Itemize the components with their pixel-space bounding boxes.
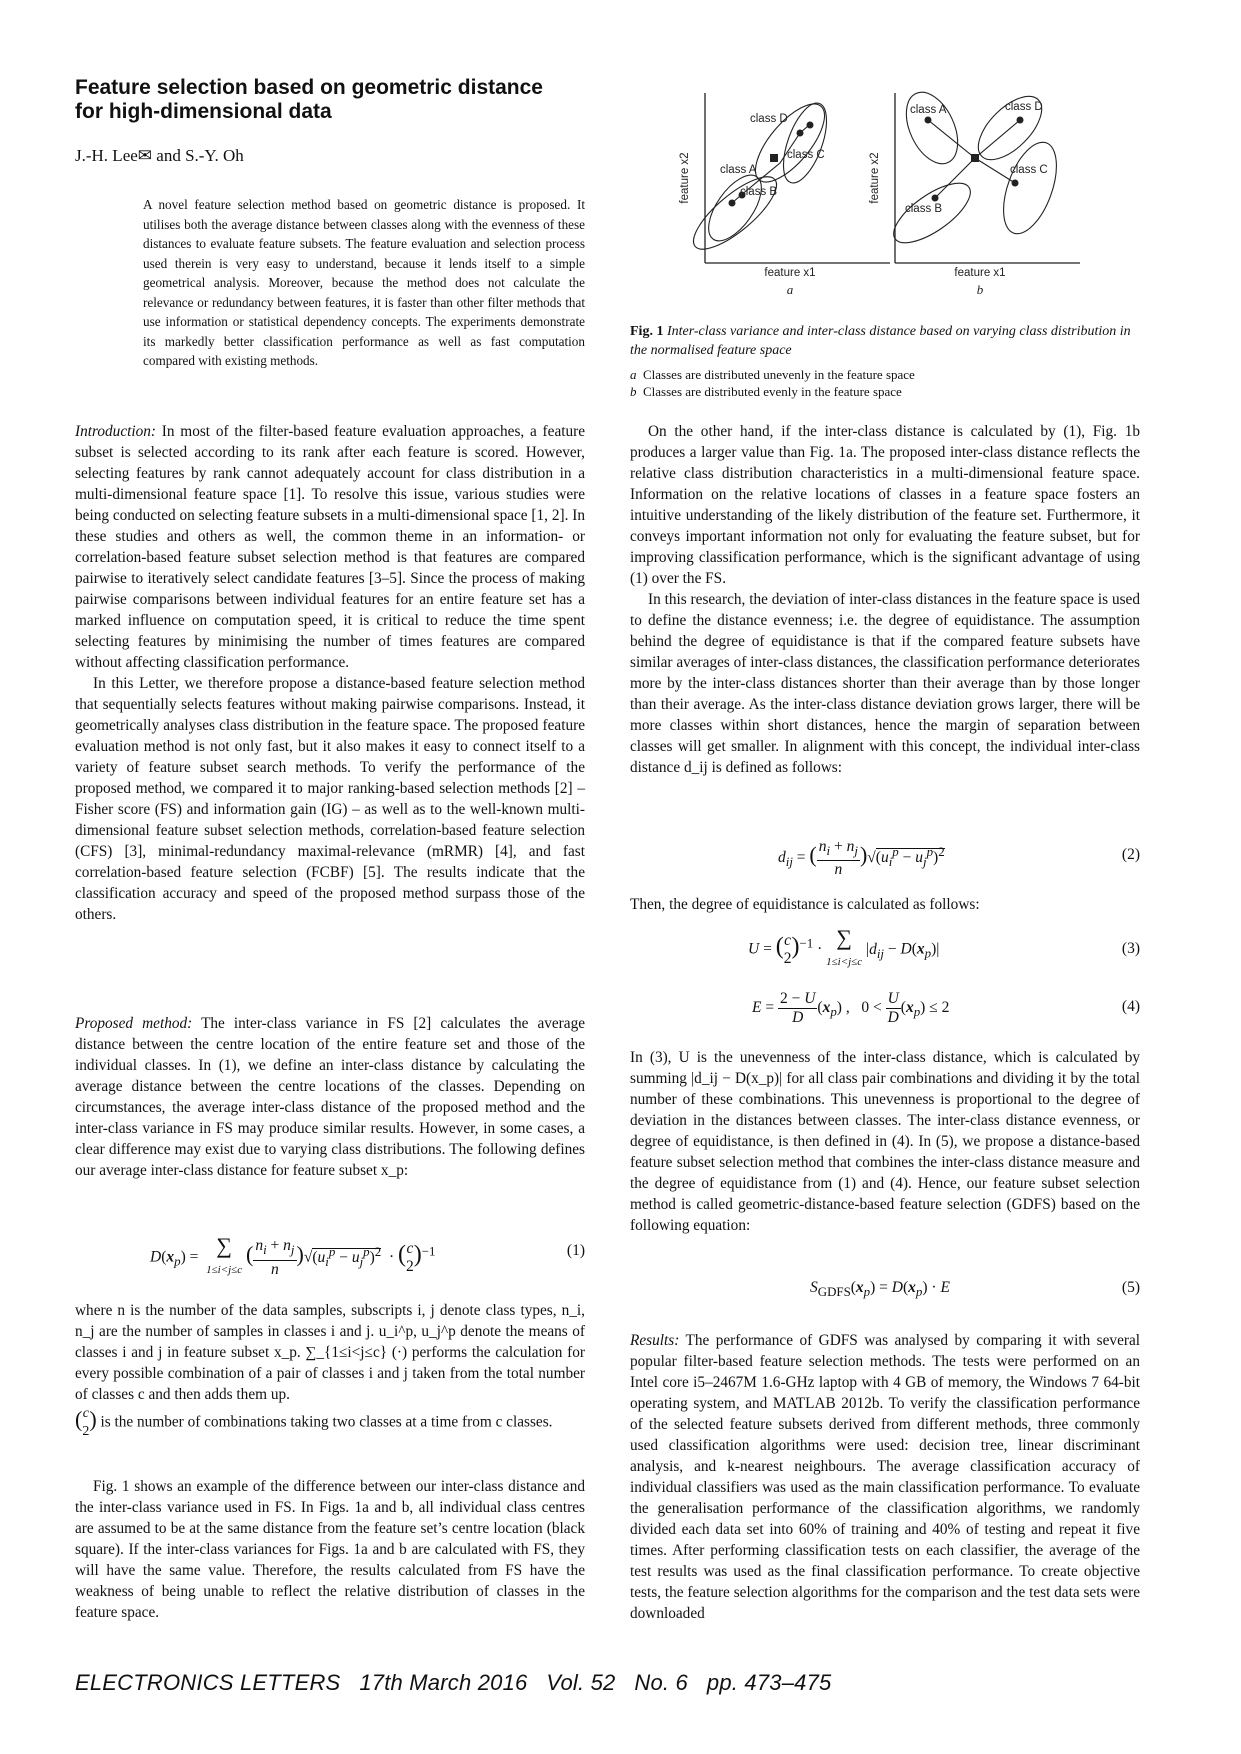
- right-paragraph-3: In (3), U is the unevenness of the inter-class distance, which is calculated by summing |d_ij − D(x_p)| for all class pair combinations and dividing it by the total number of these combinations. This unevenness is proportional to the degree of deviation in the distances between classes. The inter-class distance evenness, or degree of equidistance, is then defined in (4). In (5), we propose a distance-based feature subset selection method that combines the inter-class distance measure and the degree of equidistance from (1) and (4). Hence, our feature subset selection method is called geometric-distance-based feature selection (GDFS) based on the following equation:: [630, 1049, 1140, 1234]
- intro-heading: Introduction:: [75, 423, 157, 440]
- equation-1-body: $D(x_p)$ = ∑ 1≤i<j≤c ( $\frac{n_i + n_j}{n}$ )$√(u_i^p - u_j^p)^2$ · ( c 2 )$^{-1}$: [150, 1233, 436, 1278]
- panel-b-class-B: class B: [905, 203, 943, 215]
- right-paragraph-2: In this research, the deviation of inter-class distances in the feature space is used to define the distance evenness; i.e. the degree of equidistance. The assumption behind the degree of equidistance is that if the compared feature subsets have similar averages of inter-class distances, the classification performance deteriorates more by the inter-class distances shorter than their average than by those longer than their average. As the inter-class distance deviation grows larger, there will be more classes within short distances, hence the margin of separation between classes will get smaller. In alignment with this concept, the individual inter-class distance d_ij is defined as follows:: [630, 591, 1140, 776]
- combination-paragraph: ( c 2 ) is the number of combinations taking two classes at a time from c classes.: [75, 1406, 553, 1439]
- equation-3-number: (3): [1121, 940, 1140, 957]
- figure-subcaption-a: a Classes are distributed unevenly in the feature space: [630, 367, 915, 382]
- panel-a-centre-square: [770, 154, 778, 162]
- equation-2: $d_{ij}$ = ( $\frac{n_i + n_j}{n}$ )$√(u_i^p - u_j^p)^2$ (2): [778, 838, 1140, 879]
- where-paragraph: where n is the number of the data samples, subscripts i, j denote class types, n_i, n_j are the number of samples in classes i and j. u_i^p, u_j^p denote the means of classes i and j in feature subset x_p. ∑_{1≤i<j≤c} (·) performs the calculation for every possible combination of a pair of classes i and j taken from the total number of classes c and then adds them up.: [75, 1302, 585, 1403]
- panel-b-label: b: [976, 282, 984, 297]
- figure-discussion-paragraph: Fig. 1 shows an example of the difference between our inter-class distance and the inter-class variance used in FS. In Figs. 1a and b, all individual class centres are assumed to be at the same distance from the feature set’s centre location (black square). If the inter-class variances for Figs. 1a and b are calculated with FS, they will have the same value. Therefore, the results calculated from FS have the weakness of being unable to reflect the relative distribution of classes in the feature space.: [75, 1478, 585, 1621]
- panel-a-class-A: class A: [720, 164, 757, 176]
- equation-5: $S_{GDFS}(x_p) = D(x_p) \cdot E$ (5): [810, 1279, 1140, 1300]
- panel-a-class-C: class C: [787, 149, 825, 161]
- panel-b-class-D: class D: [1005, 101, 1043, 113]
- method-heading: Proposed method:: [75, 1015, 193, 1032]
- equation-2-number: (2): [1121, 846, 1140, 863]
- panel-a-ellipse-D: [744, 93, 836, 192]
- panel-b-line-BC: [935, 158, 1015, 198]
- equation-5-number: (5): [1121, 1279, 1140, 1296]
- results-paragraph: Results: The performance of GDFS was analysed by comparing it with several popular filter-based feature selection methods. The tests were performed on an Intel core i5–2467M 1.6-GHz laptop with 4 GB of memory, the Windows 7 64-bit operating system, and MATLAB 2012b. To verify the classification performance of the selected feature subsets derived from different methods, three commonly used classification algorithms were used: decision tree, linear discriminant analysis, and k-nearest neighbours. The average classification accuracy of individual classifiers was used as the main classification performance. To evaluate the generalisation performance of the classification algorithms, we randomly divided each data set into 60% of training and 40% of testing and repeat it five times. After performing classification tests on each classifier, the average of the test results was used as the final classification performance. To create objective tests, the feature selection algorithms for the comparison and the test data sets were downloaded: [630, 1332, 1140, 1622]
- panel-a-label: a: [786, 282, 794, 297]
- abstract: A novel feature selection method based on geometric distance is proposed. It utilises both the average distance between classes along with the evenness of these distances to evaluate feature subsets. The feature evaluation and selection process used therein is very easy to understand, because it lends itself to a simple geometrical analysis. Moreover, because the method does not calculate the relevance or redundancy between features, it is faster than other filter methods that use information or statistical dependency concepts. The experiments demonstrate its markedly better classification performance as well as fast computation compared with existing methods.: [143, 197, 585, 368]
- panel-a-ellipse-C: [775, 98, 836, 189]
- panel-a-xlabel: feature x1: [764, 267, 816, 279]
- intro-paragraph-1: Introduction: In most of the filter-based feature evaluation approaches, a feature subset is selected according to its rank after each feature is scored. However, selecting features by rank cannot adequately account for class distribution in a multi-dimensional feature space [1]. To resolve this issue, various studies were being conducted on selecting feature subsets in a multi-dimensional space [1, 2]. In these studies and others as well, the common theme in an information- or correlation-based feature subset selection method is that features are compared pairwise to iteratively select candidate features [3–5]. Since the process of making pairwise comparisons between individual features for an entire feature set has a marked influence on computation speed, it is critical to reduce the time spent selecting features by minimising the number of times features are compared without affecting classification performance.: [75, 423, 586, 671]
- panel-b-xlabel: feature x1: [954, 267, 1006, 279]
- panel-a-class-B: class B: [740, 186, 778, 198]
- panel-a-ellipse-B: [684, 166, 787, 260]
- equation-1-number: (1): [566, 1242, 585, 1259]
- figure-subcaption-b: b Classes are distributed evenly in the feature space: [630, 384, 902, 399]
- method-paragraph-1: Proposed method: The inter-class variance in FS [2] calculates the average distance between the centre location of the entire feature set and those of the individual classes. In (1), we define an inter-class distance by calculating the average distance between the centre locations of the classes. Depending on circumstances, the average inter-class distance of the proposed method and the inter-class variance in FS may produce similar results. However, in some cases, a clear difference may exist due to varying class distributions. The following defines our average inter-class distance for feature subset x_p:: [75, 1015, 586, 1179]
- equation-3: U = ( c 2 )$^{-1}$ · ∑ 1≤i<j≤c $|d_{ij} - D(x_p)|$ (3): [748, 925, 1140, 968]
- paper-authors: J.-H. Lee✉ and S.-Y. Oh: [75, 146, 244, 165]
- intro-paragraph-2: In this Letter, we therefore propose a distance-based feature selection method that sequentially selects features without making pairwise comparisons. Instead, it geometrically analyses class distribution in the feature space. The proposed feature evaluation method is not only fast, but it also makes it easy to connect itself to a variety of feature subset search methods. To verify the performance of the proposed method, we compared it to major ranking-based selection methods [2] – Fisher score (FS) and information gain (IG) – as well as to the well-known multi-dimensional feature subset selection methods, correlation-based feature selection (CFS) [3], minimal-redundancy maximal-relevance (mRMR) [4], and fast correlation-based feature selection (FCBF) [5]. The results indicate that the classification accuracy and speed of the proposed method surpass those of the others.: [75, 675, 585, 923]
- equation-1: [75, 1228, 585, 1288]
- right-column-top: [630, 421, 1140, 778]
- right-paragraph-1: On the other hand, if the inter-class distance is calculated by (1), Fig. 1b produces a larger value than Fig. 1a. The proposed inter-class distance reflects the relative class distribution characteristics in a multi-dimensional feature space. Information on the relative locations of classes in a feature space fosters an intuitive understanding of the likely distribution of the feature set. Furthermore, it conveys important information not only for evaluating the feature subset, but for improving classification performance, which is the significant advantage of using (1) over the FS.: [630, 423, 1140, 587]
- panel-b-class-C: class C: [1010, 164, 1048, 176]
- then-paragraph: Then, the degree of equidistance is calculated as follows:: [630, 896, 980, 913]
- panel-a-ylabel: feature x2: [679, 152, 691, 204]
- left-column: [75, 421, 585, 925]
- panel-a-class-D: class D: [750, 113, 788, 125]
- panel-b-ellipse-A: [896, 88, 968, 172]
- equation-4-number: (4): [1121, 998, 1140, 1015]
- method-section: [75, 1013, 585, 1181]
- paper-title: Feature selection based on geometric distance for high-dimensional data: [75, 76, 543, 123]
- journal-footer: ELECTRONICS LETTERS 17th March 2016 Vol. 52 No. 6 pp. 473–475: [75, 1670, 832, 1695]
- panel-b-ellipse-C: [993, 135, 1067, 240]
- figure-caption: Fig. 1 Inter-class variance and inter-class distance based on varying class distribution in the normalised feature space: [630, 324, 1131, 358]
- panel-b-ylabel: feature x2: [869, 152, 881, 204]
- panel-b-class-A: class A: [910, 104, 947, 116]
- figure-1: [670, 88, 1130, 303]
- results-heading: Results:: [630, 1332, 680, 1349]
- panel-b-line-AD: [928, 120, 1020, 158]
- equation-4: E = $\frac{2 - U}{D}$ $(x_p)$ , 0 < $\frac{U}{D}$ $(x_p) \le 2$ (4): [752, 990, 1140, 1026]
- panel-b-centre-square: [971, 154, 979, 162]
